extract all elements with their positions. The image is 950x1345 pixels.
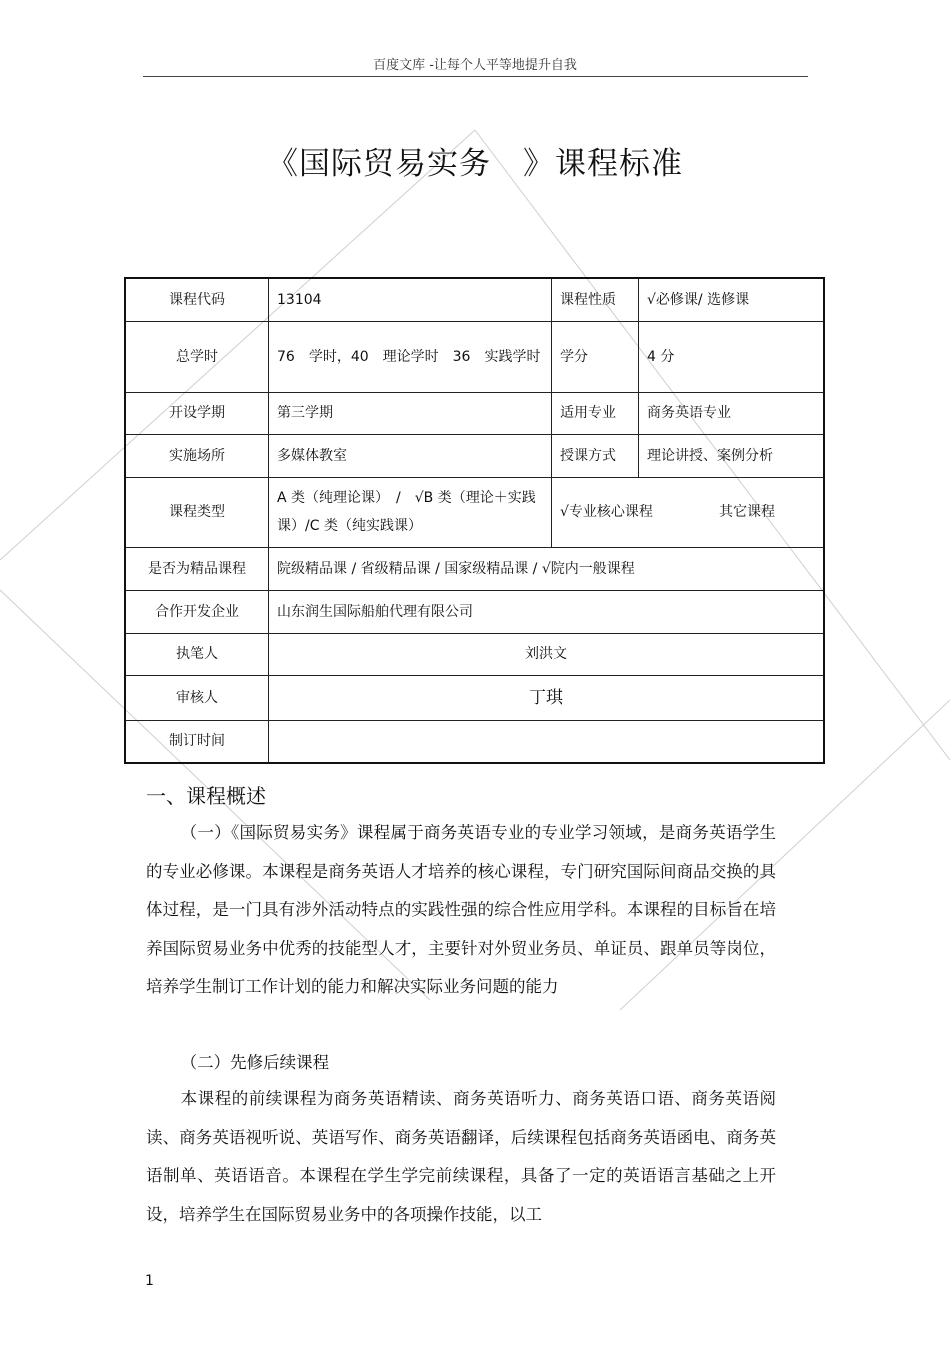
table-row xyxy=(125,278,824,321)
value-venue: 多媒体教室 xyxy=(269,434,552,477)
value-partner-company: 山东润生国际船舶代理有限公司 xyxy=(269,590,825,633)
header-rule xyxy=(143,76,808,77)
document-title: 《国际贸易实务 》课程标准 xyxy=(267,146,683,182)
value-semester: 第三学期 xyxy=(269,392,552,434)
table-row xyxy=(125,720,824,763)
label-venue: 实施场所 xyxy=(125,434,269,477)
value-date xyxy=(269,720,825,763)
label-semester: 开设学期 xyxy=(125,392,269,434)
value-author: 刘洪文 xyxy=(269,633,825,675)
value-reviewer: 丁琪 xyxy=(269,675,825,720)
table-row xyxy=(125,477,824,547)
label-reviewer: 审核人 xyxy=(125,675,269,720)
value-teaching-method: 理论讲授、案例分析 xyxy=(639,434,825,477)
label-teaching-method: 授课方式 xyxy=(552,434,639,477)
core-course-option: √专业核心课程 xyxy=(560,504,653,520)
label-course-nature: 课程性质 xyxy=(552,278,639,321)
value-course-nature: √必修课/ 选修课 xyxy=(639,278,825,321)
page-header: 百度文库 -让每个人平等地提升自我 xyxy=(373,58,577,73)
value-credits: 4 分 xyxy=(639,321,825,392)
table-row xyxy=(125,590,824,633)
value-course-category xyxy=(552,477,825,547)
label-course-code: 课程代码 xyxy=(125,278,269,321)
label-credits: 学分 xyxy=(552,321,639,392)
value-total-hours: 76 学时，40 理论学时 36 实践学时 xyxy=(269,321,552,392)
label-quality-course: 是否为精品课程 xyxy=(125,547,269,590)
label-date: 制订时间 xyxy=(125,720,269,763)
subheading-prerequisites: （二）先修后续课程 xyxy=(180,1053,330,1072)
label-total-hours: 总学时 xyxy=(125,321,269,392)
other-course-option: 其它课程 xyxy=(719,504,775,520)
value-major: 商务英语专业 xyxy=(639,392,825,434)
page-number: 1 xyxy=(145,1273,154,1289)
label-major: 适用专业 xyxy=(552,392,639,434)
table-row xyxy=(125,633,824,675)
course-info-table xyxy=(124,277,825,764)
value-quality-course: 院级精品课 / 省级精品课 / 国家级精品课 / √院内一般课程 xyxy=(269,547,825,590)
table-row xyxy=(125,547,824,590)
table-row xyxy=(125,392,824,434)
paragraph-overview: （一）《国际贸易实务》课程属于商务英语专业的专业学习领域，是商务英语学生的专业必修课。本课程是商务英语人才培养的核心课程，专门研究国际间商品交换的具体过程，是一门具有涉外活动特点的实践性强的综合性应用学科。本课程的目标旨在培养国际贸易业务中优秀的技能型人才，主要针对外贸业务员、单证员、跟单员等岗位，培养学生制订工作计划的能力和解决实际业务问题的能力 xyxy=(146,823,776,996)
table-row xyxy=(125,321,824,392)
label-partner-company: 合作开发企业 xyxy=(125,590,269,633)
value-course-code: 13104 xyxy=(269,278,552,321)
section-heading: 一、课程概述 xyxy=(146,784,266,808)
value-course-type: A 类（纯理论课） / √B 类（理论＋实践课）/C 类（纯实践课） xyxy=(269,477,552,547)
table-row xyxy=(125,675,824,720)
paragraph-prerequisites: 本课程的前续课程为商务英语精读、商务英语听力、商务英语口语、商务英语阅读、商务英语视听说、英语写作、商务英语翻译，后续课程包括商务英语函电、商务英语制单、英语语音。本课程在学生学完前续课程，具备了一定的英语语言基础之上开设，培养学生在国际贸易业务中的各项操作技能，以工 xyxy=(146,1089,776,1224)
label-course-type: 课程类型 xyxy=(125,477,269,547)
table-row xyxy=(125,434,824,477)
label-author: 执笔人 xyxy=(125,633,269,675)
